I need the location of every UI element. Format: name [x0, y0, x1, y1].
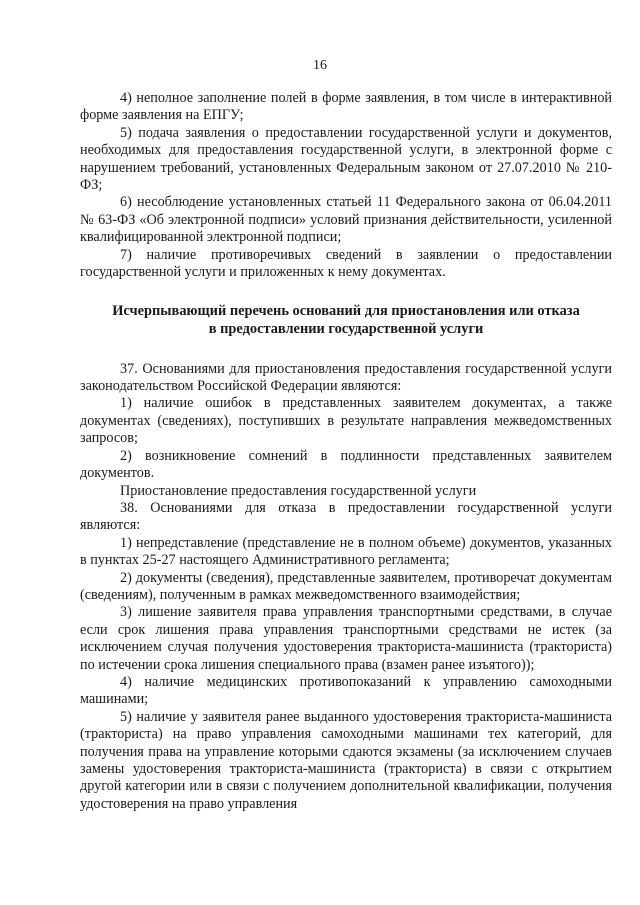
section-heading-line-1: Исчерпывающий перечень оснований для приостановления или отказа [112, 303, 580, 320]
paragraph-38-item-1: 1) непредставление (представление не в полном объеме) документов, указанных в пунктах 25-27 настоящего Административного регламента; [80, 534, 612, 569]
paragraph-37-item-2: 2) возникновение сомнений в подлинности представленных заявителем документов. [80, 447, 612, 482]
paragraph-38-item-5: 5) наличие у заявителя ранее выданного удостоверения тракториста-машиниста (тракториста) на право управления самоходными машинами тех категорий, для получения права на управление которыми сдаются экзамены (за исключением случаев замены удостоверения тракториста-машиниста (тракториста) в связи с открытием другой категории или в связи с получением дополнительной квалификации, получения удостоверения на право управления [80, 708, 612, 812]
paragraph-38-item-3: 3) лишение заявителя права управления транспортными средствами, в случае если срок лишения права управления транспортными средствами не истек (за исключением случая получения удостоверения тракториста-машиниста (тракториста) по истечении срока лишения специального права (взамен ранее изъятого)); [80, 604, 612, 673]
section-heading [80, 303, 612, 338]
document-body [80, 90, 612, 813]
paragraph-suspension-note: Приостановление предоставления государственной услуги [120, 482, 477, 499]
paragraph-item-4: 4) неполное заполнение полей в форме заявления, в том числе в интерактивной форме заявления на ЕПГУ; [80, 90, 612, 124]
paragraph-item-6: 6) несоблюдение установленных статьей 11 Федерального закона от 06.04.2011 № 63-ФЗ «Об электронной подписи» условий признания действительности, усиленной квалифицированной электронной подписи; [80, 194, 612, 246]
paragraph-38-item-4: 4) наличие медицинских противопоказаний к управлению самоходными машинами; [80, 673, 612, 708]
paragraph-item-7: 7) наличие противоречивых сведений в заявлении о предоставлении государственной услуги и приложенных к нему документах. [80, 246, 612, 281]
section-heading-line-2: в предоставлении государственной услуги [208, 321, 484, 338]
paragraph-38-item-2: 2) документы (сведения), представленные заявителем, противоречат документам (сведениям), полученным в рамках межведомственного взаимодействия; [80, 569, 612, 603]
paragraph-item-5: 5) подача заявления о предоставлении государственной услуги и документов, необходимых для предоставления государственной услуги, в электронной форме с нарушением требований, установленных Федеральным законом от 27.07.2010 № 210-ФЗ; [80, 124, 612, 194]
page-number: 16 [313, 58, 327, 73]
paragraph-38: 38. Основаниями для отказа в предоставлении государственной услуги являются: [80, 499, 612, 534]
paragraph-37: 37. Основаниями для приостановления предоставления государственной услуги законодательством Российской Федерации являются: [80, 360, 612, 395]
paragraph-37-item-1: 1) наличие ошибок в представленных заявителем документах, а также документах (сведениях), поступивших в результате направления межведомственных запросов; [80, 395, 612, 447]
